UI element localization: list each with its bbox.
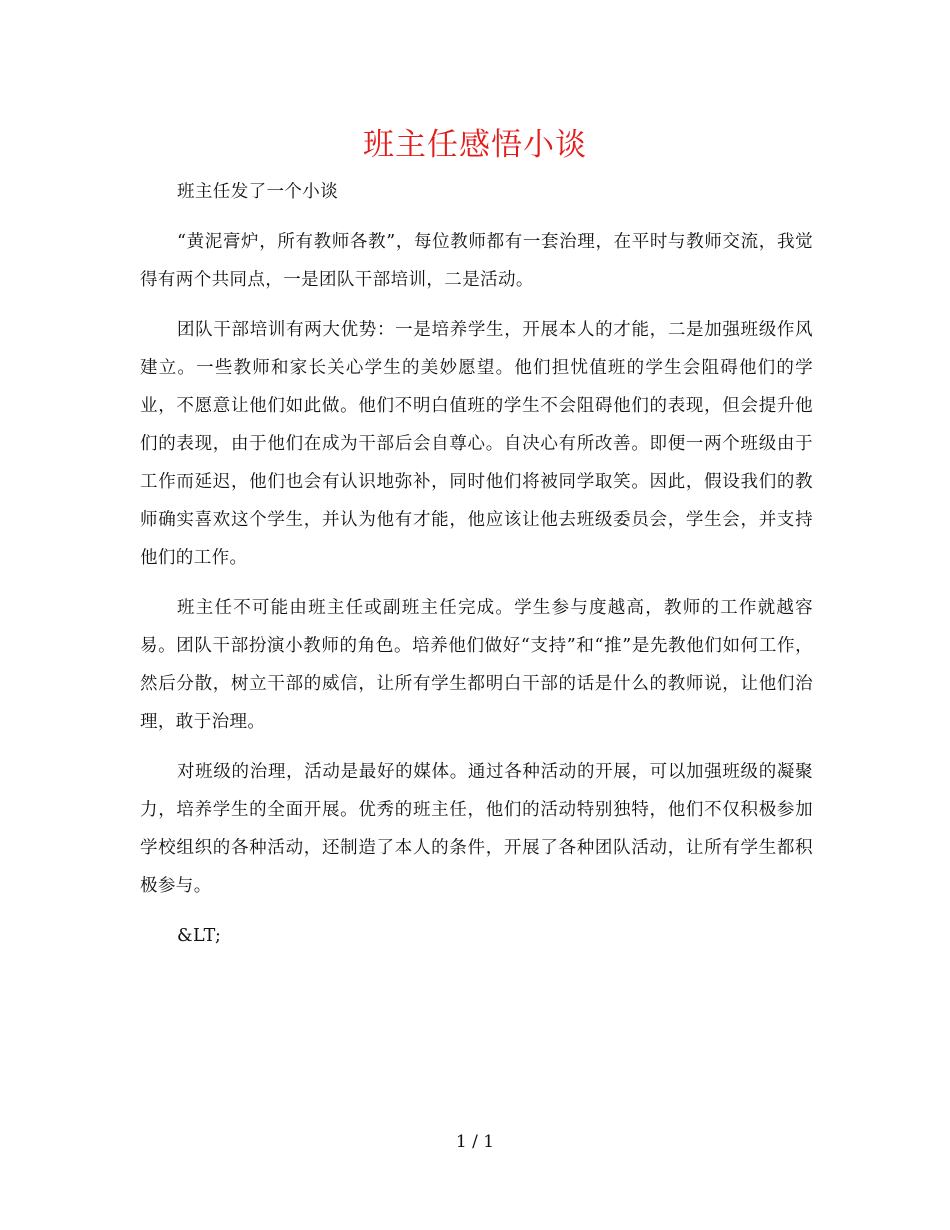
paragraph-activities: 对班级的治理，活动是最好的媒体。通过各种活动的开展，可以加强班级的凝聚力，培养学生的全面开展。优秀的班主任，他们的活动特别独特，他们不仅积极参加学校组织的各种活动，还制造了本人的条件，开展了各种团队活动，让所有学生都积极参与。: [140, 762, 813, 896]
paragraph-intro: 班主任发了一个小谈: [177, 182, 339, 202]
document-title: 班主任感悟小谈: [363, 127, 587, 163]
page-number: 1 / 1: [455, 1132, 495, 1152]
paragraph-trailing-entity: &LT;: [177, 926, 222, 946]
paragraph-cadre-training: 团队干部培训有两大优势：一是培养学生，开展本人的才能，二是加强班级作风建立。一些教师和家长关心学生的美妙愿望。他们担忧值班的学生会阻碍他们的学业，不愿意让他们如此做。他们不明白值班的学生不会阻碍他们的表现，但会提升他们的表现，由于他们在成为干部后会自尊心。自决心有所改善。即便一两个班级由于工作而延迟，他们也会有认识地弥补，同时他们将被同学取笑。因此，假设我们的教师确实喜欢这个学生，并认为他有才能，他应该让他去班级委员会，学生会，并支持他们的工作。: [140, 320, 813, 568]
paragraph-quote: “黄泥膏炉，所有教师各教”，每位教师都有一套治理，在平时与教师交流，我觉得有两个共同点，一是团队干部培训，二是活动。: [140, 232, 813, 290]
paragraph-participation: 班主任不可能由班主任或副班主任完成。学生参与度越高，教师的工作就越容易。团队干部扮演小教师的角色。培养他们做好“支持”和“推”是先教他们如何工作，然后分散，树立干部的威信，让所有学生都明白干部的话是什么的教师说，让他们治理，敢于治理。: [140, 598, 813, 732]
document-body: [140, 173, 813, 967]
